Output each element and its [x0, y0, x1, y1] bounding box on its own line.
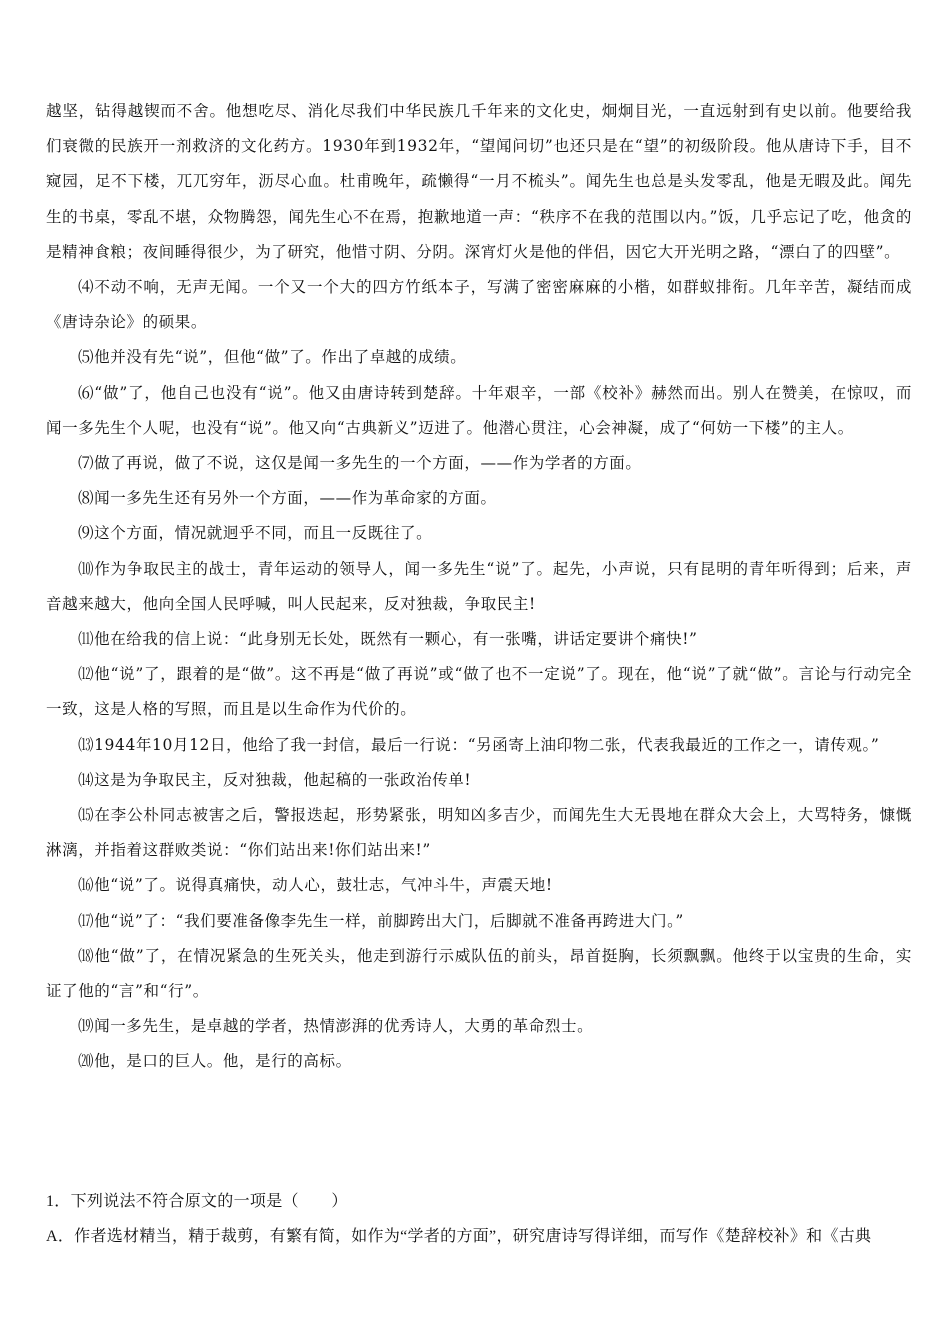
- paragraph-18: ⒅他“做”了，在情况紧急的生死关头，他走到游行示威队伍的前头，昂首挺胸，长须飘飘。他终于以宝贵的生命，实证了他的“言”和“行”。: [46, 946, 912, 1001]
- paragraph-7: ⑺做了再说，做了不说，这仅是闻一多先生的一个方面，——作为学者的方面。: [78, 454, 642, 473]
- paragraph-11: ⑾他在给我的信上说：“此身别无长处，既然有一颗心，有一张嘴，讲话定要讲个痛快!”: [78, 630, 698, 649]
- paragraph-17: ⒄他“说”了：“我们要准备像李先生一样，前脚跨出大门，后脚就不准备再跨进大门。”: [78, 911, 684, 930]
- question-1-option-a: A．作者选材精当，精于裁剪，有繁有简，如作为“学者的方面”，研究唐诗写得详细，而写作《楚辞校补》和《古典: [46, 1228, 872, 1245]
- paragraph-6: ⑹“做”了，他自己也没有“说”。他又由唐诗转到楚辞。十年艰辛，一部《校补》赫然而出。别人在赞美，在惊叹，而闻一多先生个人呢，也没有“说”。他又向“古典新义”迈进了。他潜心贯注，心会神凝，成了“何妨一下楼”的主人。: [46, 383, 912, 437]
- paragraph-9: ⑼这个方面，情况就迥乎不同，而且一反既往了。: [78, 524, 433, 543]
- paragraph-16: ⒃他“说”了。说得真痛快，动人心，鼓壮志，气冲斗牛，声震天地!: [78, 876, 553, 895]
- paragraph-13: ⒀1944年10月12日，他给了我一封信，最后一行说：“另函寄上油印物二张，代表我最近的工作之一，请传观。”: [78, 735, 880, 754]
- paragraph-14: ⒁这是为争取民主，反对独裁，他起稿的一张政治传单!: [78, 770, 472, 789]
- paragraph-19: ⒆闻一多先生，是卓越的学者，热情澎湃的优秀诗人，大勇的革命烈士。: [78, 1017, 594, 1036]
- paragraph-4: ⑷不动不响，无声无闻。一个又一个大的四方竹纸本子，写满了密密麻麻的小楷，如群蚁排衔。几年辛苦，凝结而成《唐诗杂论》的硕果。: [46, 278, 912, 332]
- paragraph-8: ⑻闻一多先生还有另外一个方面，——作为革命家的方面。: [78, 489, 497, 508]
- question-1-stem: 1．下列说法不符合原文的一项是（ ）: [46, 1193, 348, 1210]
- paragraph-12: ⑿他“说”了，跟着的是“做”。这不再是“做了再说”或“做了也不一定说”了。现在，他“说”了就“做”。言论与行动完全一致，这是人格的写照，而且是以生命作为代价的。: [46, 665, 912, 719]
- paragraph-20: ⒇他，是口的巨人。他，是行的高标。: [78, 1052, 352, 1071]
- paragraph-5: ⑸他并没有先“说”，但他“做”了。作出了卓越的成绩。: [78, 348, 467, 367]
- passage-text: [46, 94, 912, 1080]
- paragraph-intro: 越坚，钻得越锲而不舍。他想吃尽、消化尽我们中华民族几千年来的文化史，炯炯目光，一直远射到有史以前。他要给我们衰微的民族开一剂救济的文化药方。1930年到1932年，“望闻问切”也还只是在“望”的初级阶段。他从唐诗下手，目不窥园，足不下楼，兀兀穷年，沥尽心血。杜甫晚年，疏懒得“一月不梳头”。闻先生也总是头发零乱，他是无暇及此。闻先生的书桌，零乱不堪，众物腾怨，闻先生心不在焉，抱歉地道一声：“秩序不在我的范围以内。”饭，几乎忘记了吃，他贪的是精神食粮；夜间睡得很少，为了研究，他惜寸阴、分阴。深宵灯火是他的伴侣，因它大开光明之路，“漂白了的四壁”。: [46, 102, 912, 261]
- question-section: [46, 1184, 912, 1254]
- paragraph-10: ⑽作为争取民主的战士，青年运动的领导人，闻一多先生“说”了。起先，小声说，只有昆明的青年听得到；后来，声音越来越大，他向全国人民呼喊，叫人民起来，反对独裁，争取民主!: [46, 559, 912, 613]
- paragraph-15: ⒂在李公朴同志被害之后，警报迭起，形势紧张，明知凶多吉少，而闻先生大无畏地在群众大会上，大骂特务，慷慨淋漓，并指着这群败类说：“你们站出来!你们站出来!”: [46, 806, 912, 860]
